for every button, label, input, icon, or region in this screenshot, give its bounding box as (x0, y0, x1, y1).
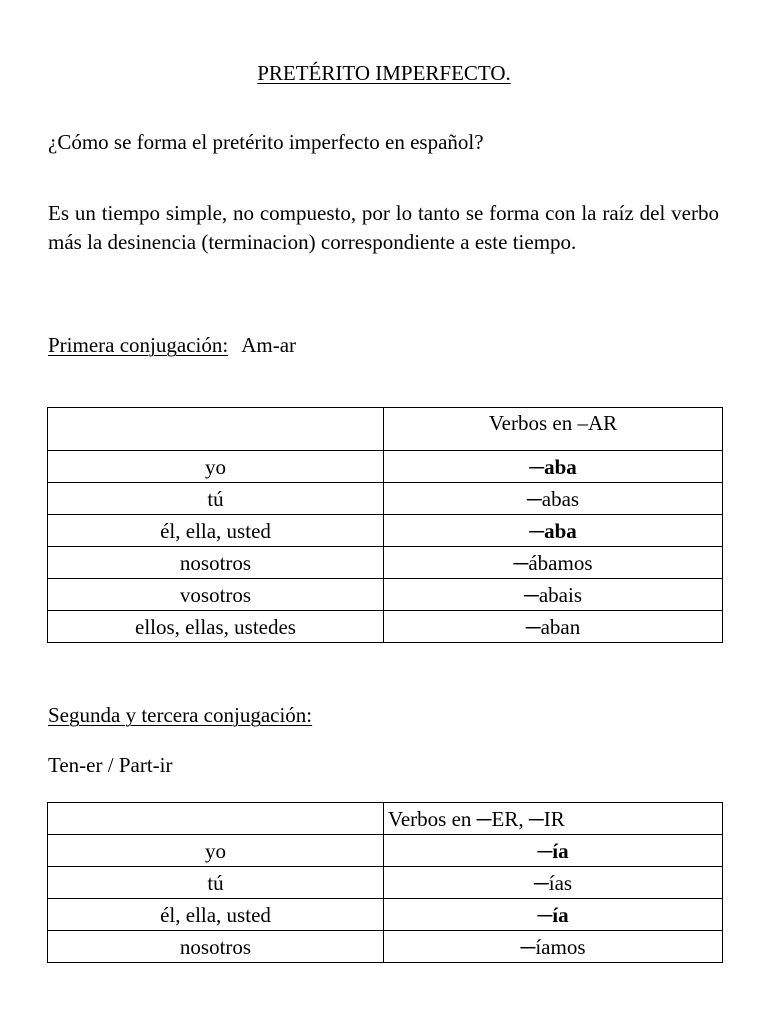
pronoun-cell: él, ella, usted (48, 899, 384, 931)
ending-cell: ─aba (384, 515, 723, 547)
table-row (48, 483, 723, 515)
pronoun-cell: nosotros (48, 931, 384, 963)
table-header-row (48, 803, 723, 835)
table-row (48, 835, 723, 867)
first-conjugation-heading (48, 332, 296, 358)
pronoun-cell: tú (48, 867, 384, 899)
first-conjugation-label: Primera conjugación: (48, 333, 229, 357)
page-title: PRETÉRITO IMPERFECTO. (257, 61, 511, 85)
pronoun-cell: yo (48, 835, 384, 867)
header-cell-pronoun (48, 803, 384, 835)
header-cell-ending: Verbos en ─ER, ─IR (384, 803, 723, 835)
er-ir-endings-table (47, 802, 723, 963)
ending-cell: ─ía (384, 899, 723, 931)
ending-cell: ─abais (384, 579, 723, 611)
table-row (48, 611, 723, 643)
explanation-paragraph: Es un tiempo simple, no compuesto, por lo tanto se forma con la raíz del verbo más la desinencia (terminacion) correspondiente a este tiempo. (48, 201, 719, 254)
pronoun-cell: tú (48, 483, 384, 515)
table-row (48, 931, 723, 963)
header-cell-ending: Verbos en –AR (384, 408, 723, 451)
table-row (48, 899, 723, 931)
question-text: ¿Cómo se forma el pretérito imperfecto en español? (48, 130, 484, 154)
header-cell-pronoun (48, 408, 384, 451)
table-row (48, 579, 723, 611)
ar-endings-table (47, 407, 723, 643)
pronoun-cell: él, ella, usted (48, 515, 384, 547)
ending-cell: ─aban (384, 611, 723, 643)
pronoun-cell: nosotros (48, 547, 384, 579)
pronoun-cell: ellos, ellas, ustedes (48, 611, 384, 643)
table-row (48, 515, 723, 547)
table-row (48, 451, 723, 483)
second-third-conjugation-verbs: Ten-er / Part-ir (48, 753, 173, 777)
first-conjugation-verb: Am-ar (241, 333, 297, 357)
ending-cell: ─íamos (384, 931, 723, 963)
table-header-row (48, 408, 723, 451)
pronoun-cell: vosotros (48, 579, 384, 611)
pronoun-cell: yo (48, 451, 384, 483)
ending-cell: ─ías (384, 867, 723, 899)
ending-cell: ─ía (384, 835, 723, 867)
ending-cell: ─abas (384, 483, 723, 515)
ending-cell: ─aba (384, 451, 723, 483)
second-third-conjugation-heading (48, 702, 312, 728)
table-row (48, 547, 723, 579)
ending-cell: ─ábamos (384, 547, 723, 579)
second-third-conjugation-label: Segunda y tercera conjugación: (48, 703, 313, 727)
table-row (48, 867, 723, 899)
